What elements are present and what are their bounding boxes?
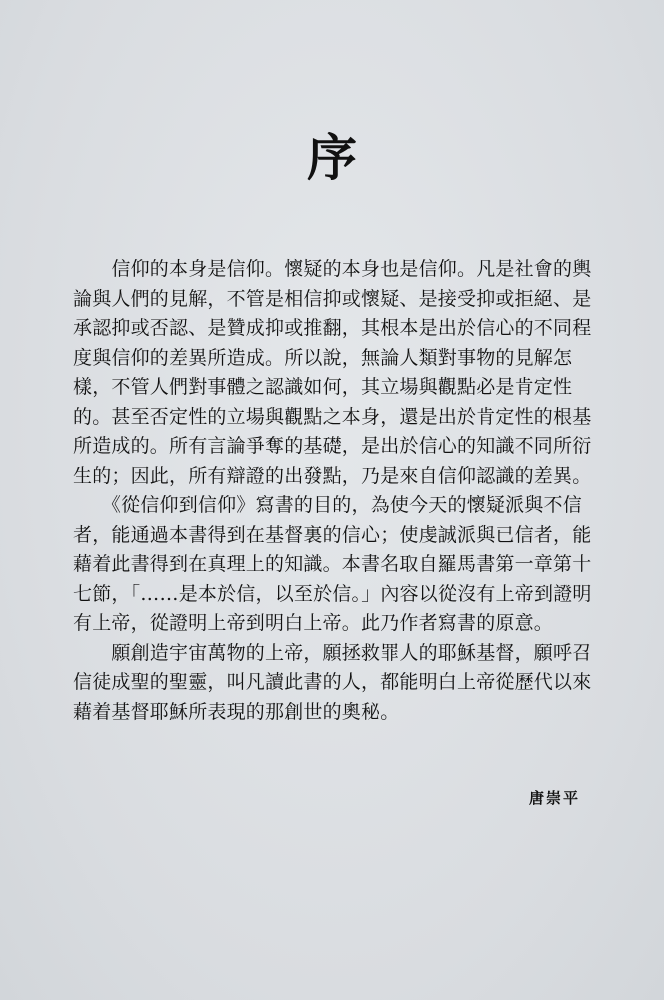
text-line: 者，能通過本書得到在基督裏的信心；使虔誠派與已信者，能: [73, 523, 592, 546]
paragraph-2: [73, 491, 593, 639]
paragraph-3: [73, 639, 593, 728]
text-line: 信仰的本身是信仰。懷疑的本身也是信仰。凡是社會的輿: [73, 258, 592, 280]
text-line: 七節，「……是本於信，以至於信。」內容以從沒有上帝到證明: [73, 582, 592, 605]
text-line: 信徒成聖的聖靈，叫凡讀此書的人，都能明白上帝從歷代以來: [73, 671, 592, 693]
text-line: 有上帝，從證明上帝到明白上帝。此乃作者寫書的原意。: [73, 612, 554, 634]
text-line: 承認抑或否認、是贊成抑或推翻，其根本是出於信心的不同程: [73, 317, 592, 339]
text-line: 藉着基督耶穌所表現的那創世的奧秘。: [73, 700, 400, 723]
text-line: 的。甚至否定性的立場與觀點之本身，還是出於肯定性的根基: [73, 405, 592, 428]
page-title: 序: [307, 128, 357, 187]
text-line: 所造成的。所有言論爭奪的基礎，是出於信心的知識不同所衍: [73, 435, 592, 457]
author-signature: 唐崇平: [528, 789, 580, 807]
text-line: 度與信仰的差異所造成。所以說，無論人類對事物的見解怎: [73, 346, 573, 369]
text-line: 生的；因此，所有辯證的出發點，乃是來自信仰認識的差異。: [73, 464, 592, 487]
text-line: 藉着此書得到在真理上的知識。本書名取自羅馬書第一章第十: [73, 553, 592, 575]
paragraph-1: [73, 255, 593, 491]
text-line: 《從信仰到信仰》寫書的目的，為使今天的懷疑派與不信: [73, 494, 582, 516]
text-line: 論與人們的見解，不管是相信抑或懷疑、是接受抑或拒絕、是: [73, 287, 592, 310]
preface-body: [73, 255, 593, 727]
text-line: 願創造宇宙萬物的上帝，願拯救罪人的耶穌基督，願呼召: [73, 641, 592, 664]
text-line: 樣，不管人們對事體之認識如何，其立場與觀點必是肯定性: [73, 376, 573, 398]
